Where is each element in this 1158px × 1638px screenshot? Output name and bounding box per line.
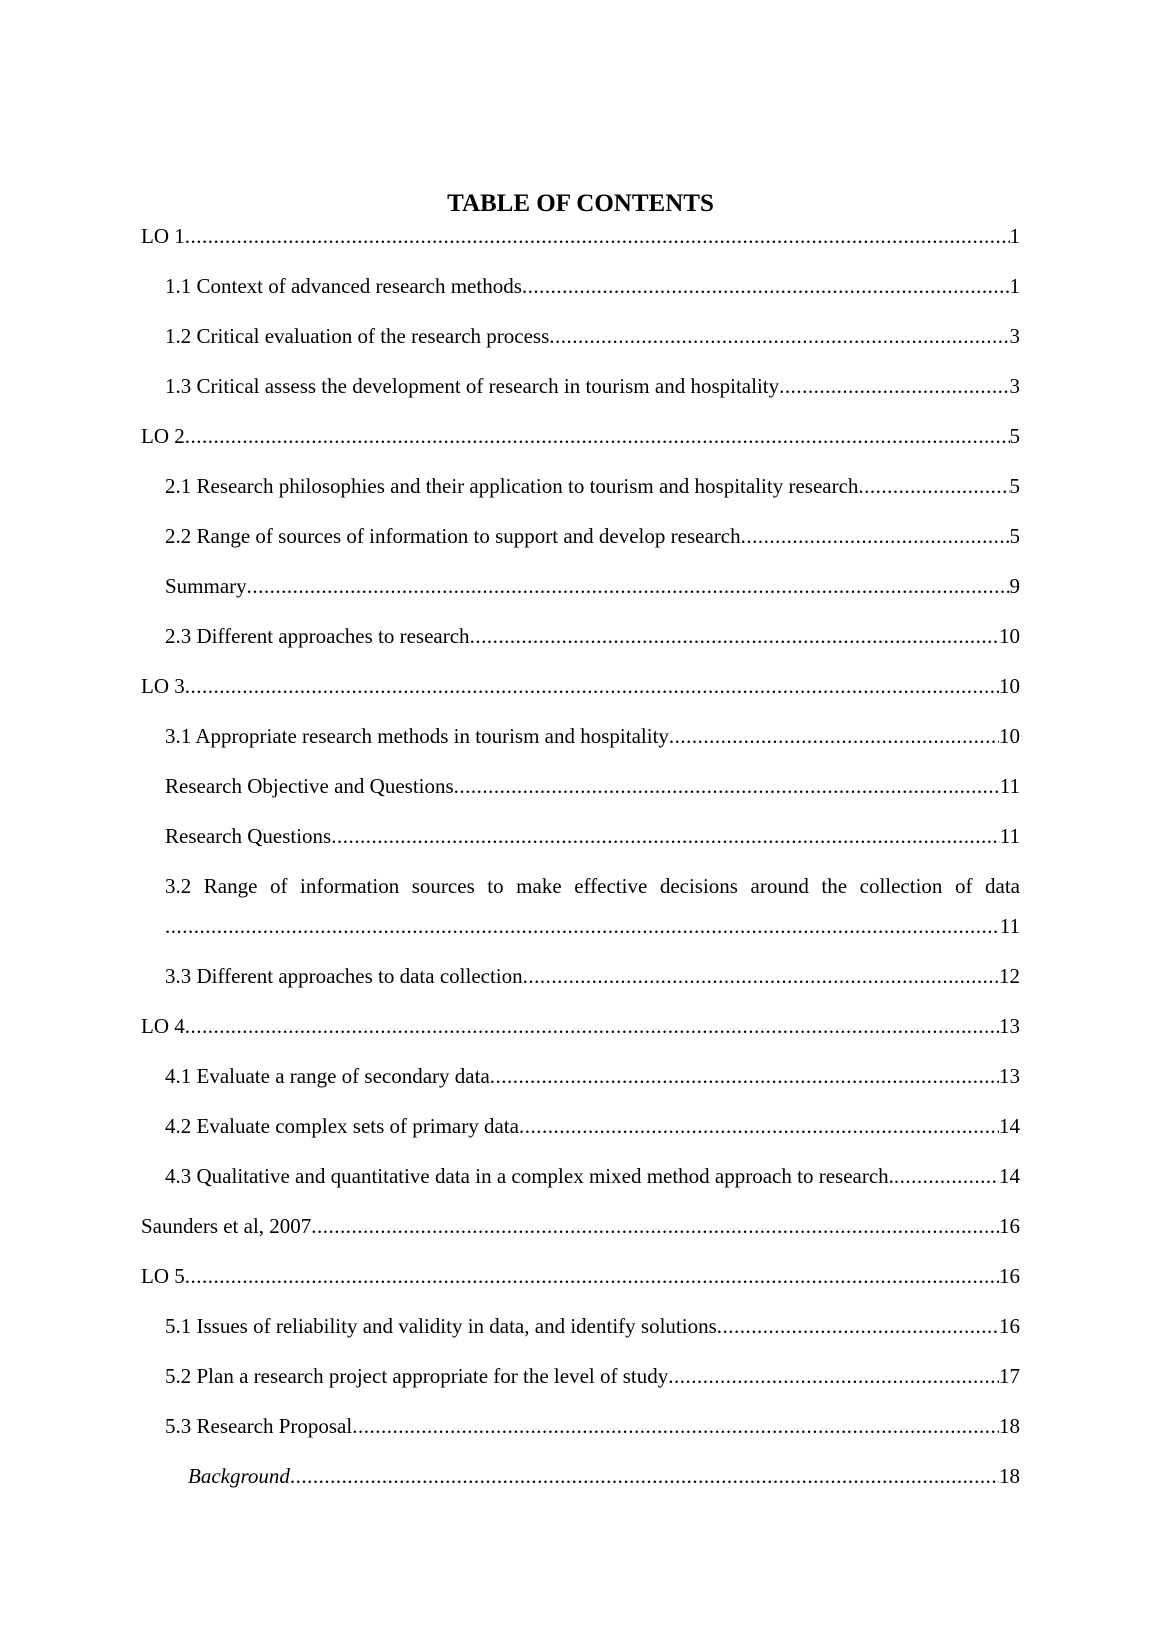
toc-entry-page: 3 — [1009, 324, 1020, 348]
toc-entry-3-2[interactable] — [141, 872, 1020, 941]
toc-entry-label: 5.3 Research Proposal — [165, 1414, 353, 1438]
toc-entry-page: 5 — [1009, 424, 1020, 448]
toc-entry-page: 14 — [999, 1164, 1020, 1188]
toc-entry-5-2[interactable] — [141, 1362, 1020, 1391]
dot-leader — [669, 722, 999, 751]
toc-entry-label: 3.3 Different approaches to data collection — [165, 964, 523, 988]
toc-entry-page: 5 — [1009, 474, 1020, 498]
toc-page — [141, 186, 1020, 1512]
dot-leader — [247, 572, 1010, 601]
toc-entry-label: LO 3 — [141, 674, 185, 698]
toc-entry-3-3[interactable] — [141, 962, 1020, 991]
dot-leader — [185, 422, 1010, 451]
toc-entry-research-questions[interactable] — [141, 822, 1020, 851]
toc-entry-research-objective[interactable] — [141, 772, 1020, 801]
toc-list — [141, 222, 1020, 1491]
toc-entry-label: 2.3 Different approaches to research — [165, 624, 470, 648]
toc-entry-continuation — [165, 912, 1020, 941]
toc-entry-background[interactable] — [141, 1462, 1020, 1491]
dot-leader — [717, 1312, 999, 1341]
dot-leader — [290, 1462, 999, 1491]
toc-entry-page: 13 — [999, 1064, 1020, 1088]
toc-entry-label: 5.1 Issues of reliability and validity in data, and identify solutions — [165, 1314, 717, 1338]
toc-entry-4-1[interactable] — [141, 1062, 1020, 1091]
toc-entry-1-1[interactable] — [141, 272, 1020, 301]
toc-entry-2-1[interactable] — [141, 472, 1020, 501]
dot-leader — [741, 522, 1010, 551]
toc-entry-page: 10 — [999, 624, 1020, 648]
toc-entry-label: LO 5 — [141, 1264, 185, 1288]
dot-leader — [858, 472, 1009, 501]
toc-entry-page: 11 — [999, 914, 1020, 938]
toc-entry-label: LO 4 — [141, 1014, 185, 1038]
toc-entry-page: 13 — [999, 1014, 1020, 1038]
toc-entry-label: Background — [188, 1464, 290, 1488]
toc-entry-page: 16 — [999, 1264, 1020, 1288]
toc-entry-4-3[interactable] — [141, 1162, 1020, 1191]
toc-entry-1-3[interactable] — [141, 372, 1020, 401]
toc-entry-page: 1 — [1009, 274, 1020, 298]
toc-entry-3-1[interactable] — [141, 722, 1020, 751]
dot-leader — [185, 222, 1010, 251]
toc-entry-4-2[interactable] — [141, 1112, 1020, 1141]
dot-leader — [331, 822, 1000, 851]
dot-leader — [522, 272, 1010, 301]
toc-entry-lo5[interactable] — [141, 1262, 1020, 1291]
toc-entry-page: 10 — [999, 724, 1020, 748]
toc-entry-2-2[interactable] — [141, 522, 1020, 551]
toc-entry-label: Research Objective and Questions — [165, 774, 454, 798]
toc-entry-page: 17 — [999, 1364, 1020, 1388]
dot-leader — [519, 1112, 999, 1141]
toc-entry-saunders[interactable] — [141, 1212, 1020, 1241]
toc-entry-5-1[interactable] — [141, 1312, 1020, 1341]
toc-entry-label: Research Questions — [165, 824, 332, 848]
dot-leader — [549, 322, 1009, 351]
toc-entry-label: 4.1 Evaluate a range of secondary data — [165, 1064, 490, 1088]
dot-leader — [454, 772, 1000, 801]
toc-entry-summary[interactable] — [141, 572, 1020, 601]
dot-leader — [894, 1162, 999, 1191]
toc-entry-page: 11 — [999, 774, 1020, 798]
toc-entry-label: 4.2 Evaluate complex sets of primary data — [165, 1114, 519, 1138]
dot-leader — [490, 1062, 999, 1091]
toc-entry-label: 3.2 Range of information sources to make effective decisions around the collection of data — [165, 874, 1020, 898]
toc-entry-label: 2.1 Research philosophies and their application to tourism and hospitality research — [165, 474, 859, 498]
toc-entry-page: 11 — [999, 824, 1020, 848]
toc-entry-lo2[interactable] — [141, 422, 1020, 451]
toc-entry-2-3[interactable] — [141, 622, 1020, 651]
dot-leader — [779, 372, 1009, 401]
toc-entry-label: Saunders et al, 2007 — [141, 1214, 312, 1238]
dot-leader — [311, 1212, 999, 1241]
toc-entry-page: 14 — [999, 1114, 1020, 1138]
toc-entry-lo1[interactable] — [141, 222, 1020, 251]
toc-entry-label: LO 1 — [141, 224, 185, 248]
dot-leader — [523, 962, 999, 991]
toc-entry-label: 3.1 Appropriate research methods in tourism and hospitality — [165, 724, 669, 748]
toc-entry-lo3[interactable] — [141, 672, 1020, 701]
dot-leader — [185, 1262, 999, 1291]
toc-entry-page: 18 — [999, 1464, 1020, 1488]
dot-leader — [185, 1012, 999, 1041]
toc-entry-label: LO 2 — [141, 424, 185, 448]
toc-entry-label: 2.2 Range of sources of information to support and develop research — [165, 524, 741, 548]
toc-entry-1-2[interactable] — [141, 322, 1020, 351]
toc-entry-page: 12 — [999, 964, 1020, 988]
toc-entry-label: 1.3 Critical assess the development of research in tourism and hospitality — [165, 374, 780, 398]
toc-entry-page: 10 — [999, 674, 1020, 698]
toc-entry-label: 4.3 Qualitative and quantitative data in a complex mixed method approach to research. — [165, 1164, 894, 1188]
toc-title: TABLE OF CONTENTS — [447, 190, 714, 217]
toc-entry-page: 5 — [1009, 524, 1020, 548]
toc-entry-page: 16 — [999, 1214, 1020, 1238]
toc-entry-page: 18 — [999, 1414, 1020, 1438]
toc-entry-label: 5.2 Plan a research project appropriate for the level of study — [165, 1364, 669, 1388]
dot-leader — [668, 1362, 999, 1391]
toc-entry-label: 1.1 Context of advanced research methods — [165, 274, 522, 298]
toc-entry-page: 1 — [1009, 224, 1020, 248]
dot-leader — [470, 622, 999, 651]
toc-entry-label: Summary — [165, 574, 247, 598]
dot-leader — [352, 1412, 999, 1441]
toc-entry-page: 16 — [999, 1314, 1020, 1338]
dot-leader — [165, 912, 1000, 941]
dot-leader — [185, 672, 999, 701]
toc-entry-lo4[interactable] — [141, 1012, 1020, 1041]
toc-entry-page: 9 — [1009, 574, 1020, 598]
toc-entry-5-3[interactable] — [141, 1412, 1020, 1441]
toc-entry-page: 3 — [1009, 374, 1020, 398]
toc-entry-label: 1.2 Critical evaluation of the research process — [165, 324, 550, 348]
